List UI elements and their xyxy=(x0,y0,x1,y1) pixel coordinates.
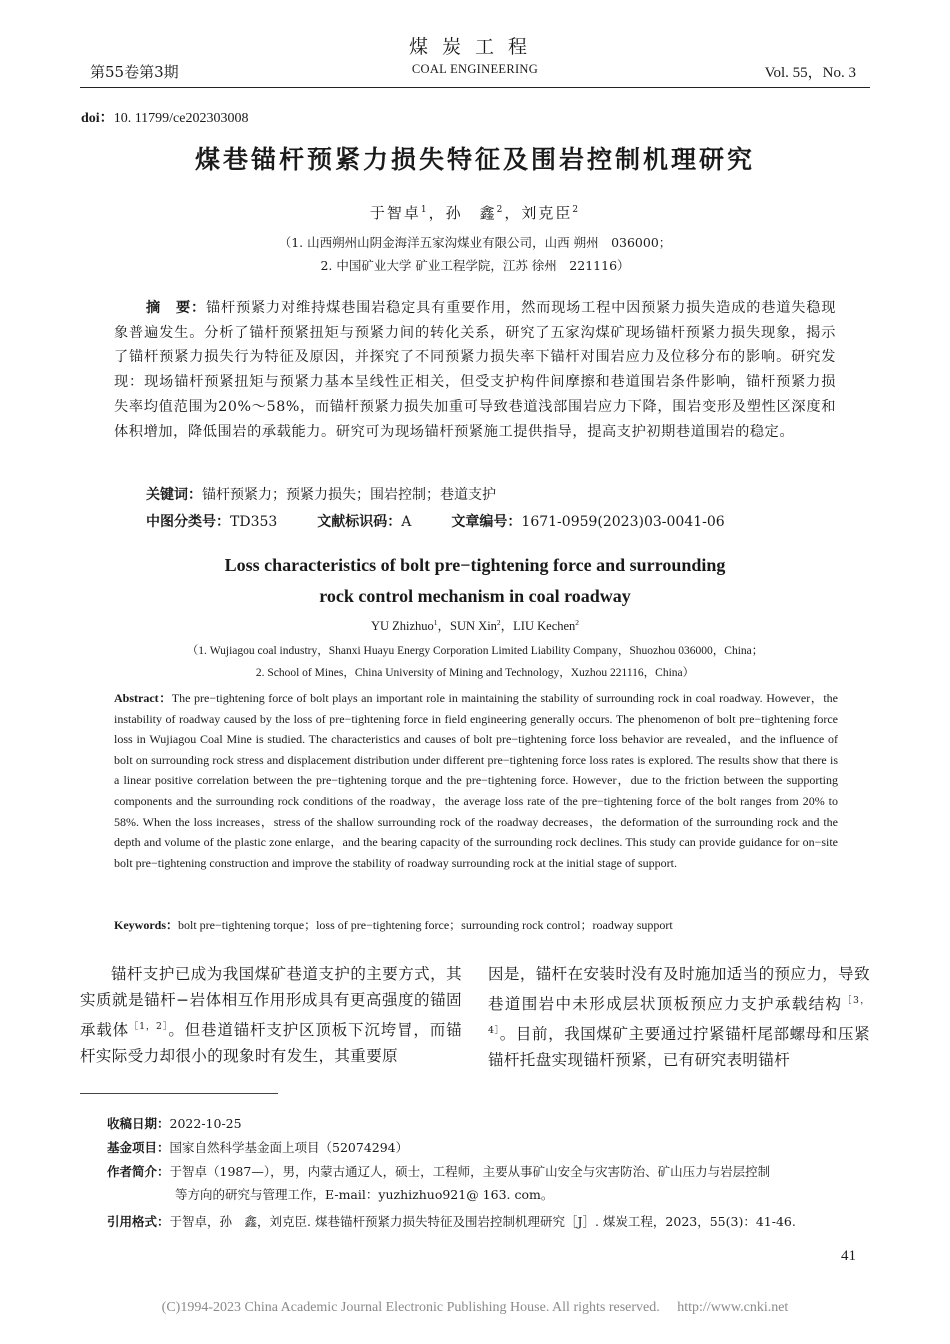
keywords-en xyxy=(114,916,673,933)
author-bio-line-2: 等方向的研究与管理工作，E-mail：yuzhizhuo921@ 163. com。 xyxy=(175,1187,554,1202)
journal-title-cn: 煤炭工程 xyxy=(408,36,541,58)
keywords-cn xyxy=(146,484,496,504)
article-value: 1671-0959(2023)03-0041-06 xyxy=(521,514,725,530)
fund-label: 基金项目： xyxy=(107,1140,170,1155)
citation-value: 于智卓，孙 鑫，刘克臣. 煤巷锚杆预紧力损失特征及围岩控制机理研究［J］. 煤炭工程，2023，55(3)：41-46. xyxy=(169,1214,796,1229)
issue-cn: 第55卷第3期 xyxy=(90,63,179,81)
body-left-text-b: 。但巷道锚杆支护区顶板下沉垮冒，而锚杆实际受力却很小的现象时有发生，其重要原 xyxy=(80,1020,463,1065)
clc-value: TD353 xyxy=(230,514,278,530)
body-column-left xyxy=(80,962,462,1069)
author-2: ，孙 鑫 xyxy=(428,204,497,222)
doc-label: 文献标识码： xyxy=(317,514,402,530)
author-bio xyxy=(107,1161,770,1182)
journal-title-en: COAL ENGINEERING xyxy=(411,62,539,76)
authors-cn xyxy=(0,202,950,223)
keywords-en-text: bolt pre−tightening torque；loss of pre−tightening force；surrounding rock control；roadway support xyxy=(178,918,673,932)
fund-project xyxy=(107,1137,408,1158)
fund-value: 国家自然科学基金面上项目（52074294） xyxy=(169,1140,409,1155)
abstract-cn-text: 锚杆预紧力对维持煤巷围岩稳定具有重要作用，然而现场工程中因预紧力损失造成的巷道失稳现象普遍发生。分析了锚杆预紧扭矩与预紧力间的转化关系，研究了五家沟煤矿现场锚杆预紧力损失现象，揭示了锚杆预紧力损失行为特征及原因，并探究了不同预紧力损失率下锚杆对围岩应力及位移分布的影响。研究发现：现场锚杆预紧扭矩与预紧力基本呈线性正相关，但受支护构件间摩擦和巷道围岩条件影响，锚杆预紧力损失率均值范围为20%～58%，而锚杆预紧力损失加重可导致巷道浅部围岩应力下降，围岩变形及塑性区深度和体积增加，降低围岩的承载能力。研究可为现场锚杆预紧施工提供指导，提高支护初期巷道围岩的稳定。 xyxy=(114,300,837,440)
body-right-text-b: 。目前，我国煤矿主要通过拧紧锚杆尾部螺母和压紧锚杆托盘实现锚杆预紧，已有研究表明锚杆 xyxy=(488,1024,870,1069)
doi xyxy=(81,107,249,127)
keywords-cn-label: 关键词： xyxy=(146,487,202,503)
body-column-right xyxy=(488,962,870,1074)
author-1-sup: 1 xyxy=(420,205,429,215)
abstract-en-label: Abstract： xyxy=(114,691,172,705)
footnote-rule xyxy=(80,1093,278,1094)
paper-title-cn: 煤巷锚杆预紧力损失特征及围岩控制机理研究 xyxy=(194,145,755,174)
doc-value: A xyxy=(401,514,412,530)
affiliation-en-1: （1. Wujiagou coal industry，Shanxi Huayu Energy Corporation Limited Liability Company，Shuozhou 036000，China； xyxy=(186,645,764,657)
clc-label: 中图分类号： xyxy=(146,514,230,530)
author-en-2: ，SUN Xin xyxy=(437,619,497,633)
citation-ref-3-4[interactable]: ［3，4］ xyxy=(488,994,870,1036)
author-en-1: YU Zhizhuo xyxy=(370,619,434,633)
received-date xyxy=(107,1113,242,1134)
author-en-1-sup: 1 xyxy=(433,617,438,627)
citation-label: 引用格式： xyxy=(107,1214,170,1229)
paper-title-en-line-1: Loss characteristics of bolt pre−tightening force and surrounding xyxy=(224,555,726,575)
received-value: 2022-10-25 xyxy=(169,1116,242,1131)
affiliation-en-2: 2. School of Mines，China University of Mining and Technology，Xuzhou 221116，China） xyxy=(255,667,695,679)
keywords-en-label: Keywords： xyxy=(114,918,178,932)
page-number: 41 xyxy=(841,1248,856,1264)
issue-en: Vol. 55，No. 3 xyxy=(764,65,856,81)
doi-value[interactable]: 10. 11799/ce202303008 xyxy=(113,111,249,126)
author-en-3: ，LIU Kechen xyxy=(500,619,576,633)
author-3: ，刘克臣 xyxy=(504,204,573,222)
abstract-en-text: The pre−tightening force of bolt plays an important role in maintaining the stability of surrounding rock in coal roadway. However，the instability of roadway caused by the loss of pre−tightening force in field engineering generally occurs. The phenomenon of bolt pre−tightening force loss in Wujiagou Coal Mine is studied. The characteristics and causes of bolt pre−tightening force loss behavior are revealed，and the influence of bolt on surrounding rock stress and displacement distribution under different pre−tightening force loss rates is explored. The results show that there is a linear positive correlation between the pre−tightening torque and the pre−tightening force. However，due to the friction between the supporting components and the surrounding rock conditions of the roadway，the average loss rate of the pre−tightening force of the bolt ranges from 20% to 58%. When the loss increases，stress of the shallow surrounding rock of the roadway decreases，the deformation of the surrounding rock and the depth and volume of the plastic zone enlarge，and the bearing capacity of the surrounding rock declines. This study can provide guidance for on−site bolt pre−tightening construction and improve the stability of roadway surrounding rock at the initial stage of support. xyxy=(114,691,839,870)
article-label: 文章编号： xyxy=(451,514,522,530)
keywords-cn-text: 锚杆预紧力；预紧力损失；围岩控制；巷道支护 xyxy=(202,487,496,503)
authors-en xyxy=(0,616,950,634)
author-en-2-sup: 2 xyxy=(496,617,501,627)
abstract-cn-label: 摘 要： xyxy=(146,300,207,316)
abstract-en xyxy=(114,688,838,873)
author-en-3-sup: 2 xyxy=(575,617,580,627)
copyright-notice: (C)1994-2023 China Academic Journal Electronic Publishing House. All rights reserved. http://www.cnki.net xyxy=(161,1300,789,1315)
header-rule xyxy=(80,87,870,88)
abstract-cn xyxy=(114,296,836,444)
received-label: 收稿日期： xyxy=(107,1116,170,1131)
classification xyxy=(146,511,725,531)
citation-ref-1-2[interactable]: ［1，2］ xyxy=(129,1020,169,1032)
author-1: 于智卓 xyxy=(369,204,421,222)
doi-label: doi： xyxy=(81,111,114,126)
affiliation-cn-2: 2. 中国矿业大学 矿业工程学院，江苏 徐州 221116） xyxy=(320,258,630,273)
paper-title-en-line-2: rock control mechanism in coal roadway xyxy=(319,586,631,606)
citation-format xyxy=(107,1211,796,1232)
author-2-sup: 2 xyxy=(496,205,505,215)
author-bio-label: 作者简介： xyxy=(107,1164,170,1179)
affiliation-cn-1: （1. 山西朔州山阴金海洋五家沟煤业有限公司，山西 朔州 036000； xyxy=(278,235,672,250)
body-left-text-a: 锚杆支护已成为我国煤矿巷道支护的主要方式，其实质就是锚杆−岩体相互作用形成具有更高强度的锚固承载体 xyxy=(80,965,462,1039)
author-3-sup: 2 xyxy=(572,205,581,215)
body-right-text-a: 因是，锚杆在安装时没有及时施加适当的预应力，导致巷道围岩中未形成层状顶板预应力支护承载结构 xyxy=(488,965,870,1013)
author-bio-line-1: 于智卓（1987—），男，内蒙古通辽人，硕士，工程师，主要从事矿山安全与灾害防治、矿山压力与岩层控制 xyxy=(169,1164,771,1179)
